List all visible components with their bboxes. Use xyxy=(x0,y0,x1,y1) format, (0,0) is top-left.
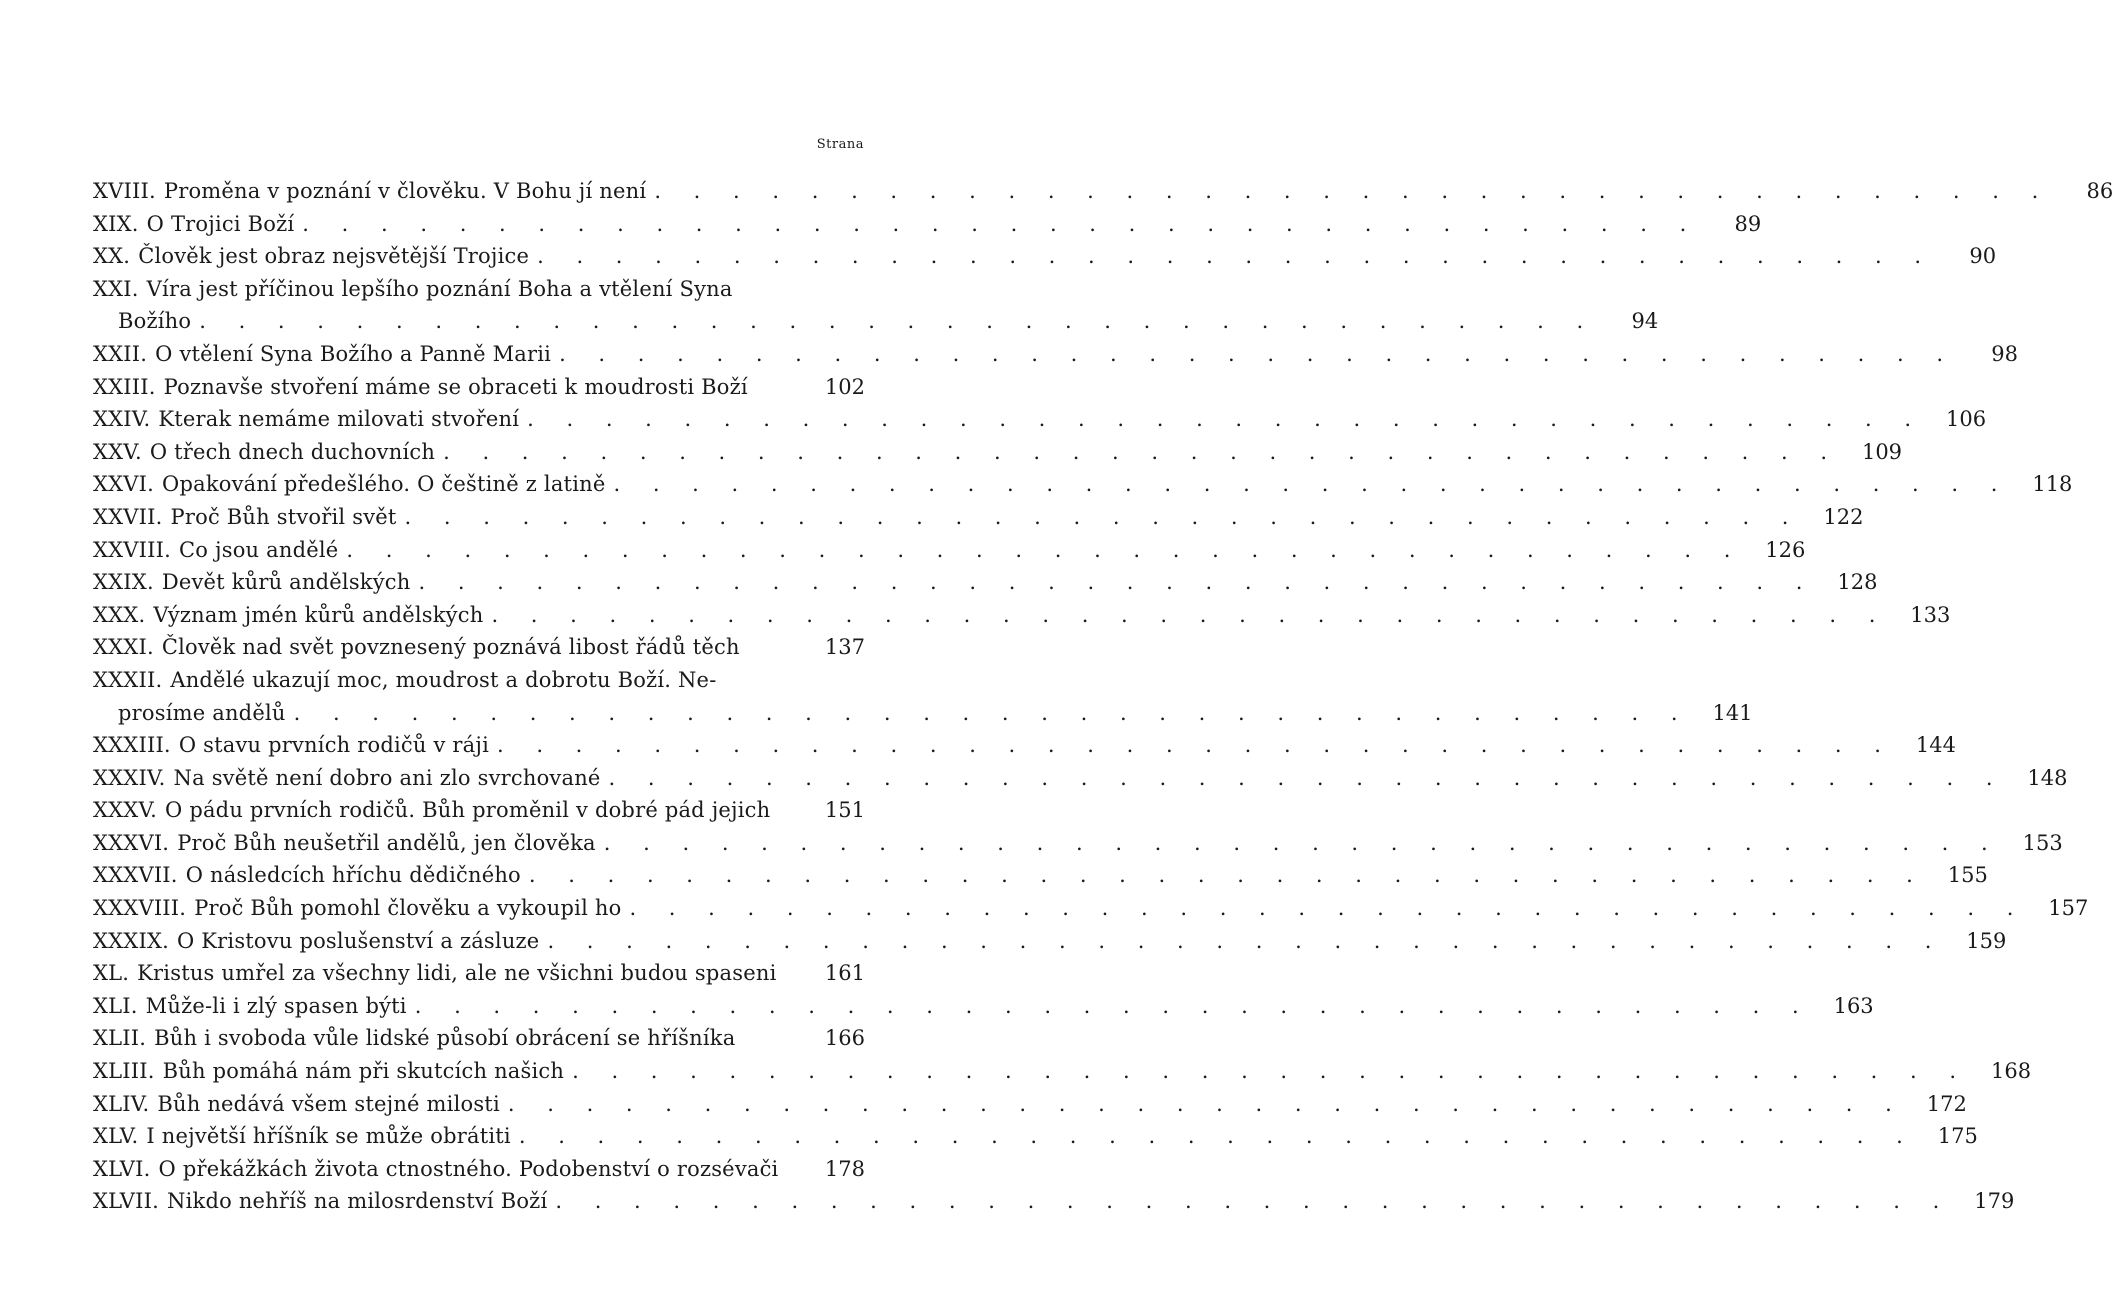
chapter-number: XXXV. xyxy=(93,798,158,823)
dot-leader xyxy=(621,892,2026,925)
toc-entry-text xyxy=(93,990,407,1023)
chapter-number: XL. xyxy=(93,961,130,986)
chapter-number: XXXVII. xyxy=(93,863,178,888)
toc-entry-text xyxy=(93,501,397,534)
chapter-number: XXXII. xyxy=(93,667,163,692)
toc-entry xyxy=(93,990,1874,1023)
chapter-title: Člověk nad svět povznesený poznává libost řádů těch xyxy=(161,635,740,660)
toc-entry xyxy=(93,664,865,697)
dot-leader xyxy=(483,599,1888,632)
chapter-number: XVIII. xyxy=(93,179,156,203)
chapter-number: XXXVIII. xyxy=(93,896,187,921)
chapter-title: Bůh nedává všem stejné milosti xyxy=(157,1091,500,1116)
chapter-title: Bůh pomáhá nám při skutcích našich xyxy=(162,1059,565,1084)
toc-entry-text xyxy=(93,1088,500,1121)
page-number: 90 xyxy=(1969,244,1997,269)
chapter-title: O třech dnech duchovních xyxy=(149,439,436,464)
toc-entry-text xyxy=(93,957,777,990)
toc-entry xyxy=(93,305,1659,338)
toc-entry xyxy=(93,1153,865,1186)
page-number: 128 xyxy=(1837,570,1878,595)
toc-entry xyxy=(93,403,1987,436)
toc-entry xyxy=(93,1185,2015,1218)
page-number: 126 xyxy=(1765,537,1806,562)
page-number: 94 xyxy=(1631,309,1659,334)
toc-entry-text xyxy=(93,794,770,827)
dot-leader xyxy=(519,403,1924,436)
toc-entry-text xyxy=(118,697,286,730)
chapter-number: XXVI. xyxy=(93,472,155,497)
chapter-number: XXIX. xyxy=(93,570,154,595)
dot-leader xyxy=(500,1088,1905,1121)
toc-entry-text xyxy=(93,827,596,860)
page-number: 102 xyxy=(824,374,865,399)
dot-leader xyxy=(539,925,1944,958)
toc-entry-text xyxy=(93,240,529,273)
chapter-title: Proč Bůh stvořil svět xyxy=(170,504,397,529)
toc-entry-text xyxy=(93,208,294,241)
chapter-title: O vtělení Syna Božího a Panně Marii xyxy=(155,341,552,366)
page-number: 141 xyxy=(1712,700,1753,725)
page-number: 153 xyxy=(2022,830,2063,855)
chapter-number: XXI. xyxy=(93,276,139,301)
toc-entry xyxy=(93,436,1903,469)
toc-entry-text xyxy=(93,436,435,469)
toc-entry-text xyxy=(93,762,601,795)
dot-leader xyxy=(294,208,1699,241)
dot-leader xyxy=(596,827,2001,860)
toc-entry-text xyxy=(93,1022,735,1055)
dot-leader xyxy=(489,729,1894,762)
page-number: 163 xyxy=(1833,993,1874,1018)
dot-leader xyxy=(435,436,1840,469)
page-number: 148 xyxy=(2027,765,2068,790)
chapter-title: O následcích hříchu dědičného xyxy=(185,863,521,888)
chapter-number: XXVIII. xyxy=(93,537,172,562)
page-number: 179 xyxy=(1974,1189,2015,1214)
toc-entry xyxy=(93,501,1864,534)
dot-leader xyxy=(605,468,2010,501)
page-number: 98 xyxy=(1991,341,2019,366)
chapter-title: Co jsou andělé xyxy=(179,537,339,562)
chapter-title: O překážkách života ctnostného. Podobenství o rozsévači xyxy=(158,1156,779,1181)
toc-entry xyxy=(93,1055,2032,1088)
chapter-number: XLVI. xyxy=(93,1156,151,1181)
chapter-number: XXXIX. xyxy=(93,928,169,953)
dot-leader xyxy=(286,697,1691,730)
toc-entry xyxy=(93,273,865,306)
toc-entry-text xyxy=(93,1153,778,1186)
page-number: 89 xyxy=(1734,211,1762,236)
toc-entry xyxy=(93,208,1762,241)
toc-entry-text xyxy=(93,1055,564,1088)
toc-entry xyxy=(93,468,2073,501)
chapter-title: Božího xyxy=(118,309,192,334)
chapter-title: Kristus umřel za všechny lidi, ale ne všichni budou spaseni xyxy=(137,961,777,986)
chapter-title: Proč Bůh neušetřil andělů, jen člověka xyxy=(177,830,596,855)
chapter-number: XXXIV. xyxy=(93,765,166,790)
page-number: 137 xyxy=(824,635,865,660)
dot-leader xyxy=(410,566,1815,599)
chapter-title: Nikdo nehříš na milosrdenství Boží xyxy=(167,1189,548,1214)
chapter-title: Andělé ukazují moc, moudrost a dobrotu Boží. Ne- xyxy=(170,667,717,692)
dot-leader xyxy=(407,990,1812,1023)
toc-entry-text xyxy=(93,468,605,501)
chapter-title: Člověk jest obraz nejsvětější Trojice xyxy=(138,244,530,269)
toc-entry xyxy=(93,175,2113,208)
chapter-number: XXXIII. xyxy=(93,733,171,758)
table-of-contents xyxy=(93,175,2113,1218)
toc-entry xyxy=(93,827,2063,860)
dot-leader xyxy=(547,1185,1952,1218)
page-number: 157 xyxy=(2048,896,2089,921)
page-number: 109 xyxy=(1861,439,1903,464)
chapter-number: XLVII. xyxy=(93,1189,160,1214)
toc-entry xyxy=(93,240,1997,273)
toc-entry-text xyxy=(93,1120,511,1153)
page-number: 144 xyxy=(1915,733,1956,758)
chapter-number: XLIII. xyxy=(93,1059,155,1084)
toc-entry xyxy=(93,599,1951,632)
toc-entry-text xyxy=(93,892,621,925)
toc-entry xyxy=(93,534,1806,567)
page-number: 155 xyxy=(1947,863,1988,888)
dot-leader xyxy=(564,1055,1969,1088)
dot-leader xyxy=(646,175,2051,208)
toc-entry-text xyxy=(93,859,521,892)
dot-leader xyxy=(511,1120,1916,1153)
chapter-title: Devět kůrů andělských xyxy=(161,570,411,595)
page-number: 86 xyxy=(2086,179,2113,203)
toc-entry-text xyxy=(93,566,410,599)
dot-leader xyxy=(521,859,1926,892)
toc-entry xyxy=(93,762,2068,795)
chapter-number: XXVII. xyxy=(93,504,163,529)
chapter-title: O pádu prvních rodičů. Bůh proměnil v dobré pád jejich xyxy=(165,798,771,823)
page-number: 118 xyxy=(2032,472,2073,497)
toc-entry xyxy=(93,1120,1978,1153)
toc-entry-text xyxy=(93,631,740,664)
dot-leader xyxy=(191,305,1596,338)
page-number: 172 xyxy=(1926,1091,1967,1116)
toc-entry xyxy=(93,1022,865,1055)
chapter-title: Proč Bůh pomohl člověku a vykoupil ho xyxy=(194,896,622,921)
chapter-number: XLIV. xyxy=(93,1091,150,1116)
toc-entry-text xyxy=(93,175,646,208)
page-number: 161 xyxy=(824,961,865,986)
toc-entry-text xyxy=(93,729,489,762)
dot-leader xyxy=(529,240,1934,273)
dot-leader xyxy=(601,762,2006,795)
chapter-title: Proměna v poznání v člověku. V Bohu jí není xyxy=(163,179,647,203)
page-number: 151 xyxy=(824,798,865,823)
chapter-title: O stavu prvních rodičů v ráji xyxy=(178,733,489,758)
toc-entry-text xyxy=(118,305,191,338)
chapter-number: XXXI. xyxy=(93,635,154,660)
toc-entry xyxy=(93,925,2007,958)
chapter-title: Může-li i zlý spasen býti xyxy=(145,993,407,1018)
dot-leader xyxy=(397,501,1802,534)
dot-leader xyxy=(551,338,1956,371)
chapter-number: XIX. xyxy=(93,211,139,236)
toc-entry xyxy=(93,338,2019,371)
toc-entry xyxy=(93,631,865,664)
page-number: 178 xyxy=(824,1156,865,1181)
chapter-title: Bůh i svoboda vůle lidské působí obrácení se hříšníka xyxy=(154,1026,736,1051)
toc-entry xyxy=(93,859,1988,892)
chapter-number: XXXVI. xyxy=(93,830,170,855)
toc-entry xyxy=(93,957,865,990)
toc-entry-text xyxy=(93,664,716,697)
chapter-number: XLII. xyxy=(93,1026,147,1051)
toc-entry-text xyxy=(93,371,748,404)
toc-entry-text xyxy=(93,534,338,567)
page-number: 122 xyxy=(1823,504,1864,529)
toc-entry-text xyxy=(93,925,539,958)
chapter-title: Kterak nemáme milovati stvoření xyxy=(158,407,520,432)
toc-entry xyxy=(93,892,2089,925)
chapter-title: O Trojici Boží xyxy=(146,211,295,236)
dot-leader xyxy=(338,534,1743,567)
toc-entry-text xyxy=(93,338,551,371)
page-number: 159 xyxy=(1966,928,2007,953)
chapter-number: XX. xyxy=(93,244,131,269)
page-number: 133 xyxy=(1910,602,1951,627)
chapter-title: Poznavše stvoření máme se obraceti k moudrosti Boží xyxy=(163,374,748,399)
toc-entry-text xyxy=(93,599,483,632)
page-number: 106 xyxy=(1945,407,1987,432)
chapter-title: Význam jmén kůrů andělských xyxy=(153,602,484,627)
toc-entry-text xyxy=(93,403,519,436)
chapter-number: XXV. xyxy=(93,439,142,464)
toc-entry xyxy=(93,697,1753,730)
chapter-number: XLI. xyxy=(93,993,138,1018)
page-number: 168 xyxy=(1990,1059,2032,1084)
page-column-heading: Strana xyxy=(816,137,864,152)
chapter-number: XXX. xyxy=(93,602,146,627)
chapter-title: O Kristovu poslušenství a zásluze xyxy=(176,928,540,953)
toc-entry xyxy=(93,729,1956,762)
chapter-number: XXIII. xyxy=(93,374,156,399)
chapter-number: XXIV. xyxy=(93,407,151,432)
toc-entry-text xyxy=(93,273,733,306)
chapter-title: Na světě není dobro ani zlo svrchované xyxy=(173,765,601,790)
chapter-title: I největší hříšník se může obrátiti xyxy=(146,1124,511,1149)
toc-entry xyxy=(93,371,865,404)
chapter-title: Víra jest příčinou lepšího poznání Boha a vtělení Syna xyxy=(146,276,733,301)
chapter-number: XXII. xyxy=(93,341,148,366)
chapter-title: prosíme andělů xyxy=(118,700,286,725)
page-number: 175 xyxy=(1937,1124,1978,1149)
toc-entry xyxy=(93,1088,1967,1121)
chapter-title: Opakování předešlého. O češtině z latině xyxy=(162,472,606,497)
page-number: 166 xyxy=(824,1026,865,1051)
toc-entry-text xyxy=(93,1185,547,1218)
toc-entry xyxy=(93,794,865,827)
chapter-number: XLV. xyxy=(93,1124,139,1149)
toc-entry xyxy=(93,566,1878,599)
